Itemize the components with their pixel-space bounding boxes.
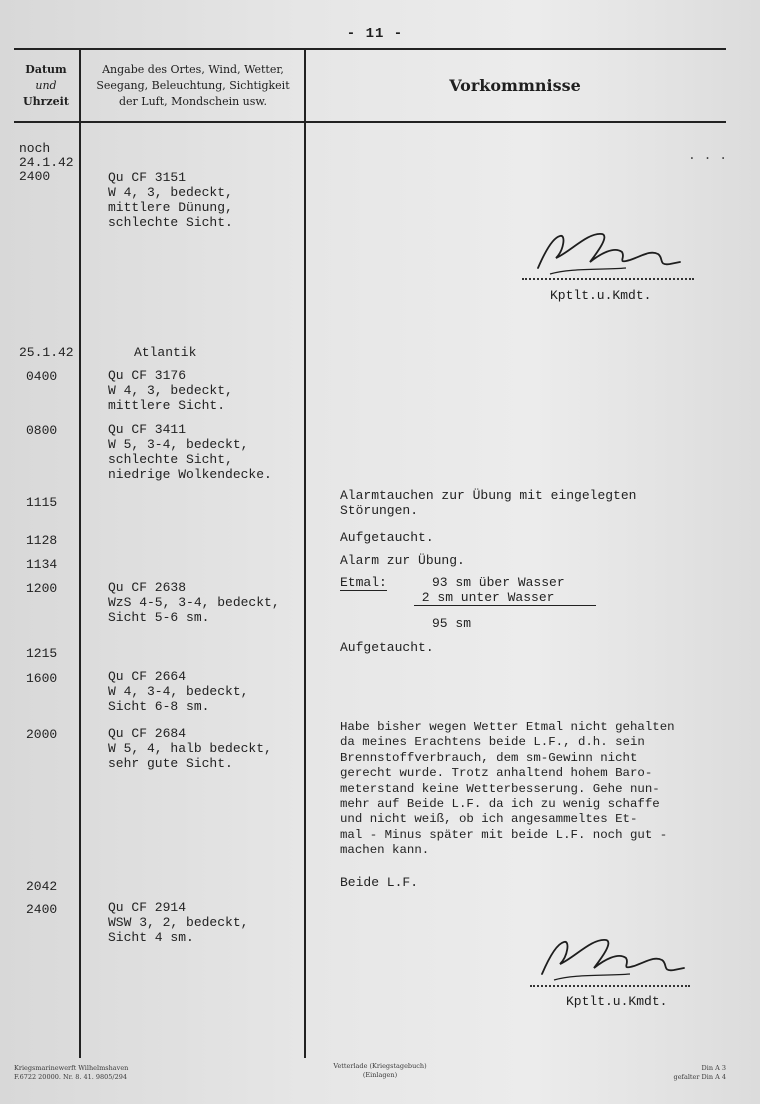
entry-8-location-weather: Qu CF 2638 WzS 4-5, 3-4, bedeckt, Sicht 5-6 sm.: [108, 580, 280, 625]
entry-13-location-weather: Qu CF 2914 WSW 3, 2, bedeckt, Sicht 4 sm.: [108, 900, 249, 945]
header-datum: [16, 62, 76, 110]
page-number: - 11 -: [346, 26, 404, 42]
header-bottom-rule: [14, 121, 726, 123]
signature-1-dotted-line: [522, 278, 694, 280]
entry-10-time: 1600: [26, 671, 58, 686]
header-datum-line2: und: [35, 79, 57, 92]
signature-1-title: Kptlt.u.Kmdt.: [550, 288, 652, 303]
entry-2-date: 25.1.42: [19, 345, 74, 360]
entry-11-location-weather: Qu CF 2684 W 5, 4, halb bedeckt, sehr gute Sicht.: [108, 726, 272, 771]
footer-left-imprint: Kriegsmarinewerft Wilhelmshaven F.6722 20000. Nr. 8. 41. 9805/294: [14, 1064, 129, 1081]
entry-8-etmal-line2: 2 sm unter Wasser: [414, 590, 596, 606]
footer-center-imprint: Vetterlade (Kriegstagebuch) (Einlagen): [333, 1062, 427, 1079]
entry-11-time: 2000: [26, 727, 58, 742]
entry-5-time: 1115: [26, 495, 58, 510]
column-divider-location: [304, 50, 306, 1058]
header-datum-line1: Datum: [25, 63, 67, 76]
entry-8-etmal-line1: 93 sm über Wasser: [432, 575, 565, 590]
column-divider-date: [79, 50, 81, 1058]
entry-8-etmal-total: 95 sm: [432, 616, 472, 631]
signature-2-title: Kptlt.u.Kmdt.: [566, 994, 668, 1009]
header-datum-line3: Uhrzeit: [23, 95, 69, 108]
entry-1-location-weather: Qu CF 3151 W 4, 3, bedeckt, mittlere Dünung, schlechte Sicht.: [108, 170, 233, 230]
entry-12-event: Beide L.F.: [340, 875, 419, 890]
entry-7-event: Alarm zur Übung.: [340, 553, 465, 568]
entry-2-location: Atlantik: [134, 345, 197, 360]
header-vorkommnisse: Vorkommnisse: [449, 76, 581, 95]
entry-10-location-weather: Qu CF 2664 W 4, 3-4, bedeckt, Sicht 6-8 sm.: [108, 669, 249, 714]
signature-2-dotted-line: [530, 985, 690, 987]
header-top-rule: [14, 48, 726, 50]
entry-9-time: 1215: [26, 646, 58, 661]
entry-12-time: 2042: [26, 879, 58, 894]
header-ort-line3: der Luft, Mondschein usw.: [118, 95, 268, 108]
entry-7-time: 1134: [26, 557, 58, 572]
entry-5-event: Alarmtauchen zur Übung mit eingelegten Störungen.: [340, 488, 637, 518]
entry-4-location-weather: Qu CF 3411 W 5, 3-4, bedeckt, schlechte Sicht, niedrige Wolkendecke.: [108, 422, 272, 482]
header-ort-line2: Seegang, Beleuchtung, Sichtigkeit: [96, 79, 290, 92]
footer-right-imprint: Din A 3 gefalter Din A 4: [673, 1064, 726, 1081]
entry-8-etmal-label: Etmal:: [340, 575, 387, 590]
entry-8-time: 1200: [26, 581, 58, 596]
signature-2: [534, 930, 694, 990]
entry-6-time: 1128: [26, 533, 58, 548]
entry-3-location-weather: Qu CF 3176 W 4, 3, bedeckt, mittlere Sicht.: [108, 368, 233, 413]
entry-3-time: 0400: [26, 369, 58, 384]
entry-1-ellipsis: . . .: [688, 148, 728, 163]
signature-1: [530, 224, 690, 284]
header-location-weather: [84, 62, 302, 110]
entry-11-event: Habe bisher wegen Wetter Etmal nicht gehalten da meines Erachtens beide L.F., d.h. sein Brennstoffverbrauch, dem sm-Gewinn nicht gerecht wurde. Trotz anhaltend hohem Baro- meterstand keine Wetterbesserung. Gehe nun- mehr auf Beide L.F. da ich zu wenig schaffe und nicht weiß, ob ich angesammeltes Et- mal - Minus später mit beide L.F. noch gut - machen kann.: [340, 720, 675, 858]
entry-13-time: 2400: [26, 902, 58, 917]
header-ort-line1: Angabe des Ortes, Wind, Wetter,: [102, 63, 284, 76]
entry-6-event: Aufgetaucht.: [340, 530, 434, 545]
entry-9-event: Aufgetaucht.: [340, 640, 434, 655]
entry-1-date: noch 24.1.42 2400: [19, 141, 74, 184]
entry-4-time: 0800: [26, 423, 58, 438]
